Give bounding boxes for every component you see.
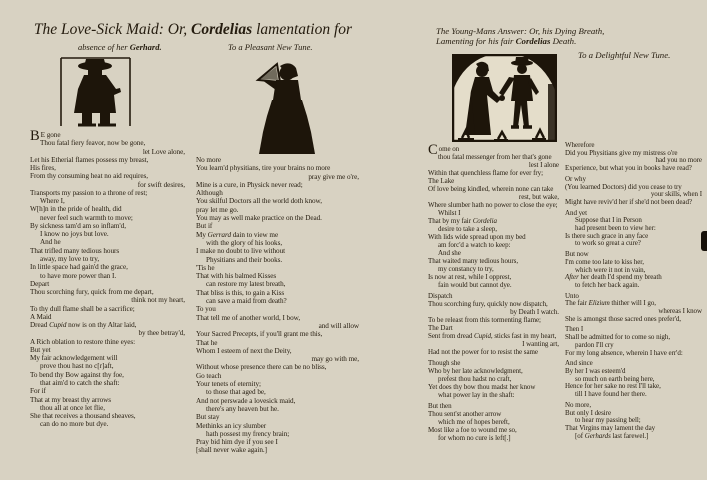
- verse-line: hath possest my frency brain;: [206, 429, 290, 438]
- verse-line: That bliss is this, to gain a Kiss: [196, 288, 285, 297]
- verse-line: That tell me of another world, I bow,: [196, 313, 301, 322]
- verse-line: can save a maid from death?: [206, 297, 287, 306]
- verse-line: thou all at once let flie,: [40, 403, 105, 412]
- verse-line: can do no more but dye.: [40, 420, 109, 429]
- verse-line: prove thou hast no c[r]aft,: [40, 362, 114, 371]
- verse-line: And yet: [565, 208, 588, 217]
- verse-line: That at my breast thy arrows: [30, 395, 112, 404]
- verse-line: You skilful Doctors all the world doth know,: [196, 197, 322, 206]
- verse-line: 'Tis he: [196, 263, 215, 272]
- verse-line: Transports my passion to a throne of rest;: [30, 188, 148, 197]
- verse-line: [shall never wake again.]: [196, 446, 267, 455]
- verse-line: [of Gerhards last farewel.]: [575, 431, 649, 440]
- emphasized-word: Cordelias: [515, 36, 551, 46]
- verse-line: To bend thy Bow against thy foe,: [30, 370, 124, 379]
- verse-line: To you: [196, 305, 216, 314]
- verse-line: Without whose presence there can be no bliss,: [196, 363, 327, 372]
- emphasized-word: Cupid: [49, 321, 67, 330]
- verse-line: I wanting art,: [522, 340, 559, 348]
- verse-line: She that receives a thousand sheaves,: [30, 412, 136, 421]
- emphasized-word: Gerhard.: [129, 42, 162, 52]
- verse-line: Thou fatal fiery feavor, now be gone,: [40, 139, 146, 148]
- verse-line: Hence for her sake no rest I'll take,: [565, 382, 661, 391]
- verse-line: And since: [565, 359, 593, 368]
- verse-line: till I have found her there.: [575, 390, 647, 399]
- verse-line: Had not the power for to resist the same: [428, 348, 538, 356]
- verse-line: let Love alone,: [142, 147, 185, 156]
- verse-line: Your tenets of eternity;: [196, 380, 261, 389]
- verse-line: whereas I know: [658, 307, 702, 316]
- verse-line: From thy consuming heat no aid requires,: [30, 172, 148, 181]
- verse-line: That with his balmed Kisses: [196, 272, 277, 281]
- verse-line: Who by her late acknowledgment,: [428, 367, 523, 375]
- left-page-column-2: [196, 156, 362, 455]
- verse-line: can restore my latest breath,: [206, 280, 286, 289]
- right-page-title: [436, 26, 686, 46]
- verse-line: And she: [438, 249, 461, 257]
- verse-line: The fair Elizium thither will I go,: [565, 299, 656, 308]
- verse-line: to fetch her back again.: [575, 280, 640, 289]
- verse-line: Yet does thy bow thou madst her know: [428, 383, 536, 391]
- verse-line: To thy dull flame shall be a sacrifice;: [30, 304, 135, 313]
- verse-line: had you no more: [655, 156, 702, 165]
- verse-line: Is now at rest, while I opprest,: [428, 273, 512, 281]
- verse-line: For if: [30, 387, 46, 396]
- verse-line: Within that quenchless flame for ever fry;: [428, 169, 544, 177]
- verse-line: Pray bid him dye if you see I: [196, 438, 278, 447]
- verse-line: W[h]n in the pride of health, did: [30, 205, 122, 214]
- verse-line: My Gerrard dain to view me: [196, 230, 279, 239]
- verse-line: Go teach: [196, 371, 222, 380]
- verse-line: Dread Cupid now is on thy Altar laid,: [30, 321, 137, 330]
- verse-line: Thou scorching fury, quick from me depart,: [30, 288, 154, 297]
- verse-line: my constancy to try,: [438, 265, 494, 273]
- verse-line: Most like a foe to wound me so,: [428, 426, 517, 434]
- verse-line: (You learned Doctors) did you cease to try: [565, 182, 682, 191]
- verse-line: Methinks an icy slumber: [196, 421, 267, 430]
- verse-line: That he: [196, 338, 218, 347]
- verse-line: But if: [196, 222, 213, 231]
- verse-line: By sickness tam'd am so inflam'd,: [30, 221, 126, 230]
- right-page-column-1: [428, 142, 562, 442]
- verse-line: Let his Etherial flames possess my breast,: [30, 155, 149, 164]
- verse-line: Sent from dread Cupid, sticks fast in my heart,: [428, 332, 557, 340]
- verse-line: Then I: [565, 325, 584, 334]
- emphasized-word: Gerhards: [584, 431, 611, 440]
- verse-line: Though she: [428, 359, 461, 367]
- verse-line: His fires,: [30, 164, 56, 173]
- verse-line: She is amongst those sacred ones prefer'd,: [565, 314, 681, 323]
- right-page-title-line-2: Lamenting for his fair Cordelias Death.: [436, 36, 577, 46]
- verse-line: Thou scorching fury, quickly now dispatch,: [428, 300, 548, 308]
- verse-line: and will allow: [318, 321, 359, 330]
- verse-line: But stay: [196, 413, 220, 422]
- emphasized-word: Cordelias: [191, 21, 253, 38]
- woman-with-fan-woodcut: [250, 60, 316, 158]
- verse-line: The Dart: [428, 324, 453, 332]
- verse-line: Whom I esteem of next the Deity,: [196, 346, 292, 355]
- left-page-tune-line: To a Pleasant New Tune.: [228, 42, 313, 52]
- verse-line: there's any heaven but he.: [206, 404, 279, 413]
- verse-line: am forc'd a watch to keep:: [438, 241, 511, 249]
- verse-line: so much on earth being here,: [575, 374, 655, 383]
- verse-line: Where slumber hath no power to close the eye;: [428, 201, 558, 209]
- verse-line: But only I desire: [565, 408, 612, 417]
- man-in-hat-woodcut: [58, 55, 138, 129]
- verse-line: Dispatch: [428, 292, 453, 300]
- verse-line: I know no joys but love.: [40, 230, 109, 239]
- verse-line: That waited many tedious hours,: [428, 257, 519, 265]
- verse-line: Unto: [565, 291, 579, 300]
- right-page-title-line-1: The Young-Mans Answer: Or, his Dying Breath,: [436, 26, 605, 36]
- drop-cap: C: [428, 142, 438, 158]
- left-page-title: The Love-Sick Maid: Or, Cordelias lamentation for: [33, 21, 353, 38]
- verse-line: desire to take a sleep,: [438, 225, 497, 233]
- verse-line: That trifled many tedious hours: [30, 246, 120, 255]
- verse-line: Experience, but what you in books have read?: [565, 164, 692, 173]
- verse-line: pray let me go.: [196, 205, 239, 214]
- verse-line: for whom no cure is left[.]: [438, 434, 511, 442]
- verse-line: After her death I'd spend my breath: [565, 273, 662, 282]
- verse-line: You learn'd physitians, tire your brains no more: [196, 164, 331, 173]
- verse-line: You may as well make practice on the Dead.: [196, 214, 322, 223]
- verse-line: My fair acknowledgement will: [30, 354, 118, 363]
- verse-line: But then: [428, 402, 452, 410]
- emphasized-word: Gerrard: [207, 230, 231, 239]
- verse-line: Suppose that I in Person: [575, 216, 642, 225]
- verse-line: to those that aged be,: [206, 388, 266, 397]
- emphasized-word: Cordelia: [472, 217, 497, 225]
- right-page-tune-line: To a Delightful New Tune.: [578, 50, 671, 60]
- verse-line: For my long absence, wherein I have err'd:: [565, 348, 683, 357]
- verse-line: never feel such warmth to move;: [40, 213, 133, 222]
- verse-line: pray give me o're,: [308, 172, 359, 181]
- verse-line: to have more power than I.: [40, 271, 117, 280]
- verse-line: I'm come too late to kiss her,: [565, 257, 644, 266]
- verse-line: But yet: [30, 345, 51, 354]
- verse-line: Of love being kindled, wherein none can take: [428, 185, 554, 193]
- emphasized-word: After: [565, 273, 579, 282]
- verse-line: pardon I'll cry: [575, 340, 614, 349]
- verse-line: Did you Physitians give my mistress o're: [565, 148, 678, 157]
- left-page-subtitle: absence of her Gerhard.: [78, 42, 162, 52]
- verse-line: with the glory of his looks,: [206, 238, 283, 247]
- verse-line: rest, but wake,: [518, 193, 559, 201]
- verse-line: what power lay in the shaft:: [438, 391, 515, 399]
- verse-line: by Death I watch.: [510, 308, 559, 316]
- verse-line: had present been to view her:: [575, 224, 656, 233]
- verse-line: I make no doubt to live without: [196, 247, 286, 256]
- verse-line: which were it not in vain,: [575, 265, 646, 274]
- verse-line: No more,: [565, 400, 592, 409]
- emphasized-word: Elizium: [588, 299, 610, 308]
- verse-line: That Virgins may lament the day: [565, 423, 656, 432]
- verse-line: By her I was esteem'd: [565, 366, 626, 375]
- verse-line: Might have reviv'd her if she'd not been dead?: [565, 197, 692, 206]
- verse-line: that aim'd to catch the shaft:: [40, 378, 120, 387]
- verse-line: Mine is a cure, in Physick never read;: [196, 180, 303, 189]
- couple-holding-hands-woodcut: [452, 54, 557, 142]
- verse-line: lest I alone: [528, 161, 559, 169]
- verse-line: to work so great a cure?: [575, 239, 641, 248]
- right-page-column-2: [565, 142, 705, 440]
- verse-line: A Rich oblation to restore thine eyes:: [30, 337, 136, 346]
- verse-line: may go with me,: [311, 355, 359, 364]
- verse-line: for swift desires,: [137, 180, 185, 189]
- verse-line: No more: [196, 156, 221, 164]
- verse-line: And not perswade a lovesick maid,: [196, 396, 296, 405]
- verse-line: In little space had gain'd the grace,: [30, 263, 128, 272]
- verse-line: thou fatal messenger from her that's gone: [438, 153, 552, 161]
- verse-line: Is there such grace in any face: [565, 231, 649, 240]
- drop-cap: B: [30, 128, 40, 144]
- verse-line: Whilst I: [438, 209, 461, 217]
- verse-line: think not my heart,: [131, 296, 185, 305]
- verse-line: Where I,: [40, 197, 65, 206]
- verse-line: The Lake: [428, 177, 455, 185]
- verse-line: Depart: [30, 279, 50, 288]
- verse-line: Thou sent'st another arrow: [428, 410, 502, 418]
- verse-line: That by my fair Cordelia: [428, 217, 497, 225]
- emphasized-word: Cupid: [474, 332, 491, 340]
- verse-line: A Maid: [30, 312, 52, 321]
- verse-line: which me of hopes bereft,: [438, 418, 510, 426]
- verse-line: prefest thou hadst no craft,: [438, 375, 512, 383]
- verse-line: by thee betray'd,: [138, 329, 185, 338]
- verse-line: Shall be admitted for to come so nigh,: [565, 333, 671, 342]
- verse-line: Wherefore: [565, 141, 595, 149]
- verse-line: Your Sacred Precepts, if you'll grant me this,: [196, 330, 323, 339]
- verse-line: To be releast from this tormenting flame;: [428, 316, 541, 324]
- left-page-column-1: [30, 128, 188, 429]
- verse-line: to hear my passing bell;: [575, 416, 641, 425]
- verse-line: Or why: [565, 174, 586, 183]
- verse-line: Come on: [428, 142, 460, 158]
- verse-line: And he: [40, 238, 61, 247]
- verse-line: But now: [565, 250, 589, 259]
- verse-line: Physitians and their books.: [206, 255, 283, 264]
- verse-line: BE gone: [30, 128, 61, 144]
- verse-line: your skills, when I: [650, 190, 702, 199]
- verse-line: With lids wide spread upon my bed: [428, 233, 526, 241]
- verse-line: away, my love to try,: [40, 254, 100, 263]
- scan-edge-artifact: [701, 231, 707, 251]
- verse-line: fain would but cannot dye.: [438, 281, 512, 289]
- verse-line: Although: [196, 189, 223, 198]
